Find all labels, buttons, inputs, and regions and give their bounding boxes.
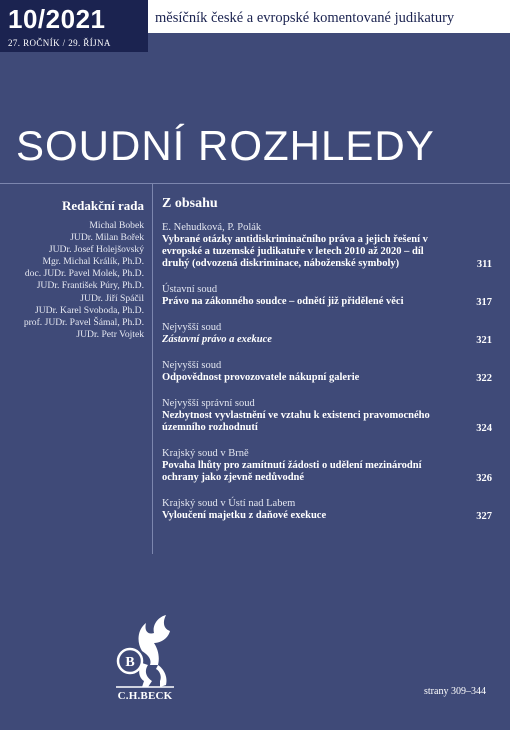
entry-source: Krajský soud v Brně: [162, 448, 249, 459]
entry-title: Odpovědnost provozovatele nákupní galerie: [162, 372, 360, 383]
entry-source: Nejvyšší správní soud: [162, 398, 255, 409]
board-member: JUDr. Jiří Spáčil: [80, 292, 144, 304]
entry-source: Nejvyšší soud: [162, 360, 222, 371]
issue-meta: 27. ROČNÍK / 29. ŘÍJNA: [8, 38, 111, 48]
contents-entry: [162, 322, 492, 346]
contents-entry: [162, 398, 492, 434]
board-member: JUDr. Milan Bořek: [70, 232, 144, 244]
entry-page-number: 317: [476, 297, 492, 308]
entry-page-number: 321: [476, 335, 492, 346]
issue-box: [0, 0, 148, 52]
board-member: Mgr. Michal Králík, Ph.D.: [42, 256, 144, 268]
contents-list: [162, 222, 492, 536]
entry-title: Nezbytnost vyvlastnění ve vztahu k existenci pravomocného územního rozhodnutí: [162, 410, 430, 433]
board-member: doc. JUDr. Pavel Molek, Ph.D.: [24, 268, 144, 280]
entry-title: Právo na zákonného soudce – odnětí již přidělené věci: [162, 296, 404, 307]
entry-title: Vyloučení majetku z daňové exekuce: [162, 510, 327, 521]
editorial-board-list: [24, 220, 144, 341]
contents-entry: [162, 222, 492, 270]
entry-source: Nejvyšší soud: [162, 322, 222, 333]
magazine-title: SOUDNÍ ROZHLEDY: [16, 122, 435, 169]
publisher-name: C.H.BECK: [117, 690, 173, 702]
entry-title: Vybrané otázky antidiskriminačního práva a jejich řešení v evropské a tuzemské judikatuře v letech 2010 až 2020 – díl druhý (odvozená diskriminace, náboženské symboly): [162, 234, 428, 269]
vertical-divider: [152, 184, 153, 554]
publisher-logo-icon: [108, 611, 182, 701]
issue-number: 10/2021: [8, 4, 106, 34]
contents-heading: Z obsahu: [162, 196, 218, 211]
entry-page-number: 326: [476, 473, 492, 484]
board-member: prof. JUDr. Pavel Šámal, Ph.D.: [23, 316, 144, 328]
contents-entry: [162, 448, 492, 484]
entry-page-number: 327: [476, 511, 492, 522]
contents-entry: [162, 498, 492, 522]
entry-source: E. Nehudková, P. Polák: [162, 222, 262, 233]
contents-entry: [162, 284, 492, 308]
entry-page-number: 322: [476, 373, 492, 384]
logo-letter: B: [125, 655, 135, 670]
board-member: JUDr. Karel Svoboda, Ph.D.: [35, 304, 144, 316]
entry-page-number: 324: [476, 423, 492, 434]
contents-entry: [162, 360, 492, 384]
entry-source: Ústavní soud: [162, 284, 218, 295]
board-member: JUDr. František Púry, Ph.D.: [36, 280, 144, 292]
board-member: JUDr. Petr Vojtek: [76, 328, 144, 340]
horizontal-divider: [0, 183, 510, 184]
pages-range: strany 309–344: [424, 686, 486, 697]
entry-title: Povaha lhůty pro zamítnutí žádosti o udělení mezinárodní ochrany jako zjevně nedůvodné: [162, 460, 422, 483]
entry-title: Zástavní právo a exekuce: [162, 334, 272, 345]
entry-source: Krajský soud v Ústí nad Labem: [162, 498, 296, 509]
board-member: JUDr. Josef Holejšovský: [48, 244, 144, 256]
magazine-subtitle: měsíčník české a evropské komentované judikatury: [155, 10, 455, 26]
entry-page-number: 311: [476, 259, 492, 270]
board-member: Michal Bobek: [89, 220, 144, 231]
editorial-board-heading: Redakční rada: [62, 198, 144, 213]
